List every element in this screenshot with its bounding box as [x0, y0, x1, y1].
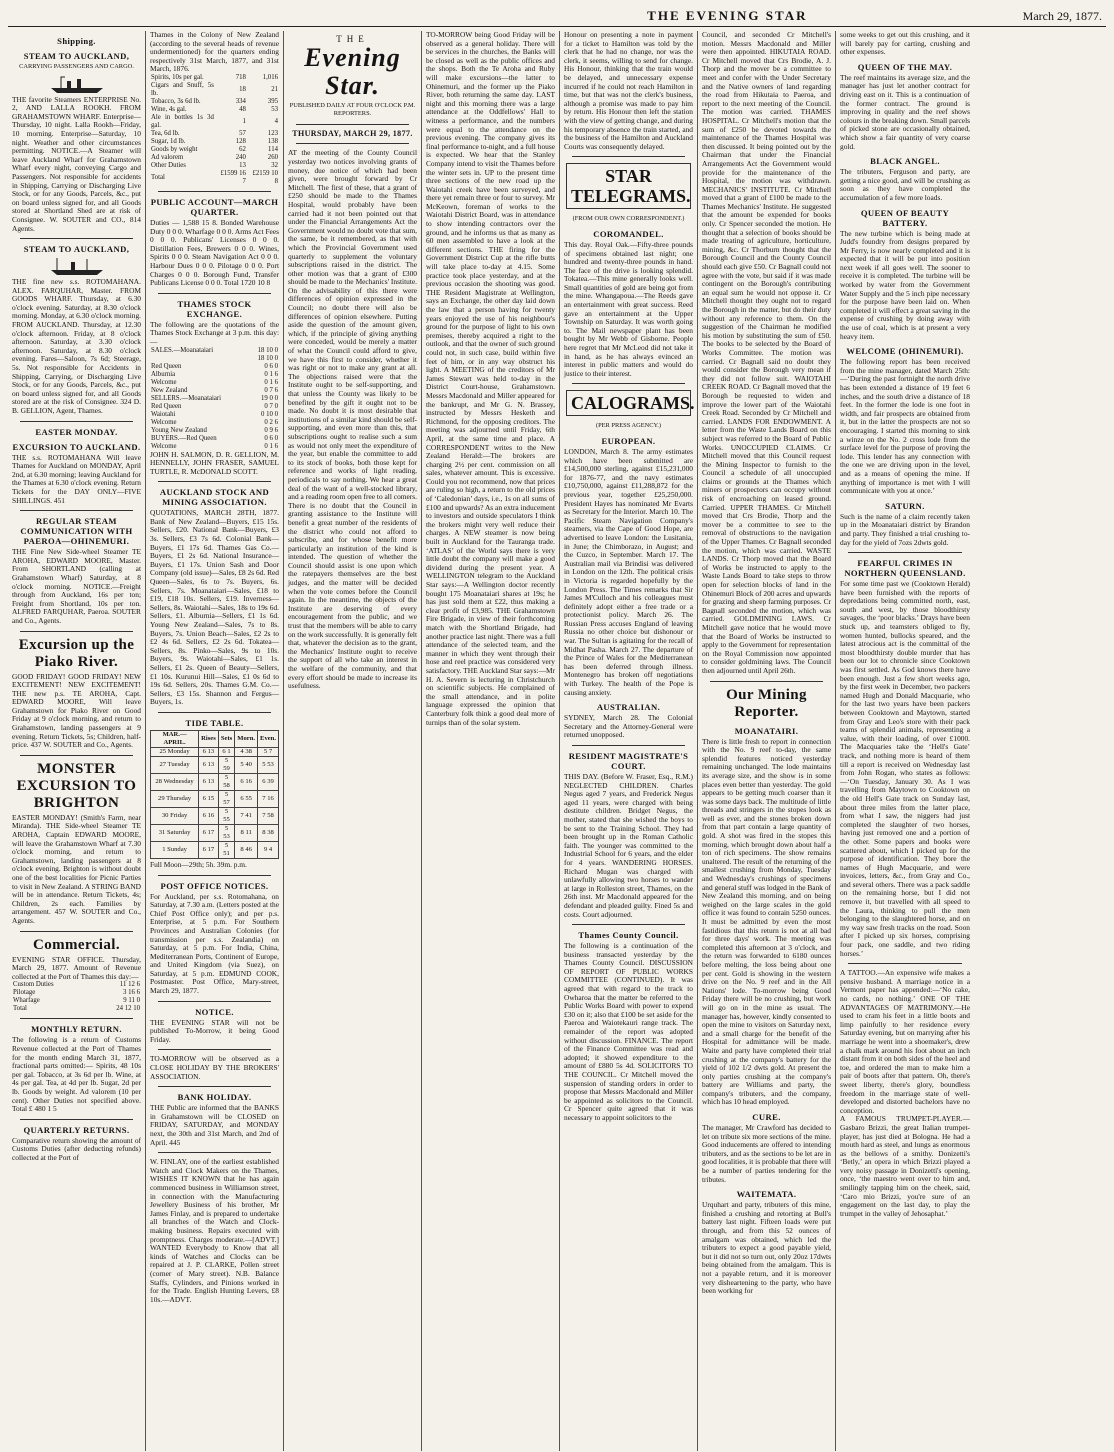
table-cell: 0 10 0 [261, 410, 278, 418]
coromandel-body: This day. Royal Oak.—Fifty-three pounds of specimens obtained last night; one hundred and twenty-three pounds in hand. The face of the drive is looking splendid. Tokatea.—This mine generally looks well. Small quantities of gold are being got from the mine. Whangapoua.—The Reeds gave an entertainment with great success. Reed gave an entertainment at the Upper Township on Saturday. It was worth going to. The Mail newspaper plant has been bought by Mr Webb of Gisborne. People here regret that Mr McLeod did not take it in hand, as he has always evinced an interest in public matters and would do justice to their interest. [564, 239, 695, 378]
mining-reporter-heading: Our Mining Reporter. [726, 686, 807, 720]
table-cell: 240 [235, 153, 246, 161]
table-cell: 138 [267, 137, 278, 145]
saturn-body: Such is the name of a claim recently taken up in the Moanataiari district by Brandon and party. They finished a trial crushing to-day for the yield of 7ozs 2dwts gold. [840, 511, 972, 547]
table-row [150, 403, 279, 411]
table-row [150, 162, 279, 170]
table-cell: 260 [267, 153, 278, 161]
monthly-heading: MONTHLY RETURN. [31, 1024, 122, 1035]
table-cell: 3 16 6 [123, 989, 140, 997]
table-cell: 5 51 [218, 841, 235, 858]
table-cell: 11 12 6 [119, 981, 140, 989]
table-cell: 0 1 6 [264, 442, 278, 450]
close-holiday-notice: TO-MORROW will be observed as a CLOSE HOLIDAY BY THE BROKERS' ASSOCIATION. [150, 1054, 281, 1081]
piako-heading: Excursion up the Piako River. [18, 636, 135, 670]
column-header: Sets [218, 730, 235, 747]
table-row [150, 411, 279, 419]
table-cell: 0 1 6 [264, 370, 278, 378]
steamer-icon [12, 74, 141, 94]
table-row [151, 807, 279, 824]
continued-paragraph: Honour on presenting a note in payment for a ticket to Hamilton was told by the clerk that he had no change, nor was the clerk, it seems, willing to send for change. His Honour, thinking that the train would be delayed, and unnecessary expense incurred if he could not reach Hamilton in time, but that was not the clerk's business, although a promise was made to pay him by return. His Honour then left the station with the view of getting change, and during his temporary absence the train started, and the business of the Hamilton and Auckland Courts was consequently delayed. [564, 31, 695, 151]
table-cell: Tobacco, 3s 6d lb. [151, 97, 201, 105]
black-angel-body: The tributers, Ferguson and party, are getting a nice good, and will be crushing as soon as they have completed the accumulation of a few more loads. [840, 167, 972, 202]
table-cell: 19 0 0 [261, 394, 278, 402]
table-cell: 9 4 [258, 841, 279, 858]
column-5 [560, 31, 698, 1451]
column-header: Morn. [235, 730, 258, 747]
column-7 [836, 31, 974, 1451]
table-cell: 6 13 [199, 747, 219, 756]
trumpet-player-body: A FAMOUS TRUMPET-PLAYER.—Gasbaro Brizzi, the great Italian trumpet-player, has just died at Bologna. He had a mouth hard as steel, and lungs as enormous as the bellows of a smithy. Donizetti's ‘Betly,’ an opera in which Brizzi played a very noisy passage in Donizetti's opening, once, ‘the maestro went over to him and, smilingly tapping him on the cheek, said, ‘Caro mio Brizzi, you're sure of an engagement on the last day, to play the trumpet in the valley of Jehosaphat.’ [840, 1114, 972, 1218]
easter-heading: EASTER MONDAY. [35, 426, 118, 437]
public-account-heading: PUBLIC ACCOUNT—MARCH QUARTER. [150, 196, 279, 217]
table-cell: 6 13 [199, 773, 219, 790]
divider [158, 1049, 271, 1050]
table-row [151, 841, 279, 858]
table-cell: Cigars and Snuff, 5s lb. [151, 81, 214, 97]
table-row [12, 1005, 141, 1013]
table-cell: 8 11 [235, 824, 258, 841]
tide-table [150, 730, 279, 859]
star-telegrams-heading: STAR TELEGRAMS. [566, 163, 691, 209]
table-row [150, 154, 279, 162]
table-row [150, 427, 279, 435]
table-cell: 6 15 [199, 790, 219, 807]
table-row [151, 756, 279, 773]
excursion-body: THE s.s. ROTOMAHANA Will leave Thames for Auckland on MONDAY, April 2nd, at 6.30 morning; leaving Auckland for the Thames at 6.30 o'clock evening. Return Tickets for the DAY ONLY—FIVE SHILLINGS. 451 [12, 452, 143, 505]
table-cell: 48 [239, 105, 246, 113]
calograms-heading: CALOGRAMS. [566, 390, 691, 416]
cure-heading: CURE. [752, 1112, 781, 1123]
columns [8, 31, 1106, 1451]
divider [20, 931, 133, 932]
table-cell: 4 [274, 117, 278, 125]
waitemata-body: Urquhart and party, tributers of this mine, finished a crushing and retorting at Bull's battery last night. Fifteen loads were put through, and from this 52 ounces of amalgam was obtained, which led the tributers to expect a good payable yield, but it did not so turn out, only 20oz 17dwts being obtained from the amalgam. This is not a payable return, and it is moreover very disheartening to the party, who have been working for [702, 1200, 833, 1296]
table-row [150, 355, 279, 363]
brighton-heading: MONSTER EXCURSION TO BRIGHTON [16, 760, 137, 811]
post-office-heading: POST OFFICE NOTICES. [160, 880, 269, 891]
divider [20, 631, 133, 632]
table-cell [150, 355, 248, 363]
table-cell: 1 Sunday [151, 841, 199, 858]
table-cell: 5 59 [218, 756, 235, 773]
evening-star-logo [288, 35, 417, 100]
table-cell: Alburnia [151, 370, 176, 378]
quarter-table [150, 74, 279, 186]
table-cell: 13 [239, 161, 246, 169]
table-cell: 6 16 [199, 807, 219, 824]
local-news-body: TO-MORROW being Good Friday will be observed as a general holiday. There will be services in the churches, the Banks will be closed as well as the public offices and the shops. Both the Te Aroha and Ruby will make excursions—the latter to Ohinemuri, and the former up the Piako River, both returning the same day. LAST night and this morning there was a large attendance at the Oddfellows' Hall to witness a performance, and the numbers were equal to the attendance on the previous evening. The company gives its final performance to-night, and a full house is expected. We hear that the Stanley Company intend to visit the Thames before the winter sets in. UP to the present time three sections of the new road up the Waiotahi creek have been surveyed, and there yet remain three or four to survey. Mr McKeown, foreman of works to the Waiotahi District Board, was in attendance to show intending contractors over the ground, and he informs us that as many as 60 men assembled to have a look at the different sections. THE firing for the Government District Cup at the rifle butts will take place to-day at 4.15. Some practice took place yesterday, and at the previous occasion the shooting was good. THE Resident Magistrate at Wellington, says an Exchange, the other day laid down the law that a person having for twenty years enjoyed the use of his neighbour's ground for the purpose of light to his own premises, thereby acquired a right to the outlook, and that the owner of such ground could not, in such case, build within five feet of him, or in any way obstruct his light. A MEETING of the creditors of Mr James Stewart was held to-day in the District Court-house, Grahamstown. Messrs Macdonald and Miller appeared for the bankrupt, and Mr G. N. Brassey, instructed by Messrs Hesketh and Richmond, for the opposing creditors. The meeting was adjourned until Friday, 6th April, at the same time and place. A CORRESPONDENT writes to the New Zealand Herald:—The brokers are charging 2½ per cent. commission on all sales, whatever amount. This is excessive. Could you not recommend, now that prices are ruling so high, a return to the old prices of ‘Caledonian’ days, i.e., 1s on all sums of £100 and upwards? As an extra inducement to investors and outside speculators I think the brokers might very well reduce their charges. A NEW steamer is now being built in Auckland for the Tauranga trade. ‘ATLAS’ of the World says there is very little doubt the company will make a good dividend during the present year. A WELLINGTON telegram to the Auckland Star says:—A Wellington doctor recently bought 175 Moanataiari shares at 19s; he has just sold them at £22, thus making a clear profit of £3,985. THE Grahamstown Fire Brigade, in view of their forthcoming match with the Shortland Brigade, had another practice last night. There was a full attendance of the selected team, and the manner in which they went through their hose and reel practice was considered very satisfactory. THE Auckland Star says:—Mr H. A. Severn is lecturing in Christchurch on scientific subjects. He complained of the small attendance, and in polite language expressed the opinion that Canterbury folk think a good deal more of turnips than of the solar system. [426, 31, 557, 727]
table-cell: 1 [242, 117, 246, 125]
table-cell: 18 [239, 85, 246, 93]
divider [158, 481, 271, 482]
notice-heading: NOTICE. [195, 1006, 234, 1017]
divider [20, 510, 133, 511]
table-cell: Welcome [151, 442, 177, 450]
table-cell: 32 [271, 161, 278, 169]
table-cell: 5 7 [258, 747, 279, 756]
divider [296, 143, 409, 144]
table-cell: 5 55 [218, 807, 235, 824]
moanataiari-body: There is little fresh to report in connection with the No. 9 reef to-day, the same splendid features noticed yesterday remaining unchanged. The lode maintains its average size, and the show is in some places even better than yesterday. The gold appears to be getting much coarser than it was some days back. The multitude of little threads and stringers in the stopes look as well as ever, and the stones broken down from that part contain a large quantity of gold. A shot was fired in the stopes this morning, which brought down about half a ton of rich specimens. The show remains unaltered. The result of the returning of the smallest crushing from Monday, Tuesday and Wednesday's crushings of specimens and general stuff was lodged in the Bank of New Zealand this morning, and on being weighed on the large scales in the gold office it was found to contain 5250 ounces. It must be admitted by even the most fastidious that this return is not at all bad for three days' work. The meeting was completed this afternoon at 3 o'clock, and the return was forwarded to 6180 ounces before melting, the loss being about one per cent. Gold is showing in the western drive on the No. 9 reef and in the All Nations' lode. To-morrow being Good Friday there will be no crushing, but work will go on in the mine as usual. The manager has, however, kindly consented to open the mine to visitors on Saturday next, and a small charge for the benefit of the Hospital for admittance will be made. Waite and party have completed their trial crushing at the company's battery for the yield of 102 1/2 dwts gold. At present the only parties crushing at the company's battery are Williams and party, the company's tributers, and the company, which has 10 head employed. [702, 736, 833, 1107]
column-2 [146, 31, 284, 1451]
table-row [150, 98, 279, 106]
fearful-crimes-body: For some time past we (Cooktown Herald) have been furnished with the reports of depredations being committed north, east, south and west, by those bloodthirsty savages, the ‘poor blacks.’ Drays have been stuck up, and teamsters obliged to fly, women hunted, bullocks speared, and the latest atrocious act is the committal of the most bloodthirsty double murder that has been our lot to chronicle since Cooktown was first settled. As God knows there have been enough. Just a few short weeks ago, by the first week in December, two packers named Hugh and Donald Macquarie, who for the last two years have been packers between Cooktown and Maytown, started from Gray and Leo's store with their pack teams of splendid animals, representing a value, with their loading, of over £1000. The Macquaries take the ‘Hell's Gate’ track, and nothing more is heard of them till a report is received on Wednesday last from John Rogan, who states as follows:—‘On Tuesday, January 30. As I was travelling from Maytown to Cooktown on the old Hell's Gate track on Sunday last, about three miles from the latter place, from what I saw, the niggers had just completed the slaughter of two horses, having just removed one and a portion of the other. Some papers and books were scattered about, which I picked up for the purpose of identification. They bore the names of Hugh Macquarie, and were invoices, letters, &c., from Gray and Co., and several others. There was a pack saddle on the remaining horse, but I did not remove it, but travelled with all speed to the Laura, thinking to pull the men belonging to the slaughtered horse, and on my way saw fresh tracks on the road. Soon after I picked up six horses, comprising four pack, one saddle, and two riding horses.’ [840, 579, 972, 958]
table-cell: SELLERS.—Moanataiari [151, 394, 222, 402]
table-row [150, 371, 279, 379]
column-3 [284, 31, 422, 1451]
australian-heading: AUSTRALIAN. [596, 702, 661, 713]
table-cell: Spirits, 10s per gal. [151, 73, 204, 81]
rotomahana-heading: STEAM TO AUCKLAND, [23, 244, 130, 255]
divider [848, 552, 962, 553]
miscellany-body: A TATTOO.—An expensive wife makes a pensive husband. A marriage notice in a Vermont paper has appended:—‘No cake, no cards, no nothing.’ ONE OF THE ADVANTAGES OF MATRIMONY.—He used to cram his feet in a little boots and limp painfully to her residence every Saturday evening, but on marrying after his marriage he went into a shoemaker's, drew a chalk mark around his foot about an inch distant from it on both sides of the heel and toe, and ordered the man to make him a pair of boots after that pattern. Oh, there's sweet liberty, there's glory, boundless freedom in the marriage state of well-developed and distorted bachelors have no conception. [840, 968, 972, 1115]
table-cell: BUYERS.—Red Queen [151, 434, 217, 442]
table-cell: Total [151, 173, 165, 181]
table-cell: 6 39 [258, 773, 279, 790]
table-cell: 128 [235, 137, 246, 145]
table-cell: 6 1 [218, 747, 235, 756]
rm-court-body: THIS DAY. (Before W. Fraser, Esq., R.M.) NEGLECTED CHILDREN. Charles Negus aged 7 years, and Frederick Negus aged 11 years, were charged with being destitute children. Bridget Negus, the mother, stated that she wished the boys to be sent to the Training School. They had been brought up in the Roman Catholic faith. The younger was committed to the Industrial School for 6 years, and the elder for 4 years. WANDERING HORSES. Richard Mugan was charged with unlawfully allowing two horses to wander at large in Rolleston street, Thames, on the 26th inst. Mr Macdonald appeared for the defendant and pleaded guilty. Fined 5s and costs. Court adjourned. [564, 772, 695, 919]
running-head-title: THE EVENING STAR [647, 8, 808, 23]
crushing-continued: some weeks to get out this crushing, and it will barely pay for carting, crushing and other expenses. [840, 31, 972, 57]
table-row [150, 146, 279, 154]
stock-exchange-intro: The following are the quotations of the Thames Stock Exchange at 3 p.m. this day:— [150, 319, 281, 346]
brokers-list: JOHN H. SALMON, D. R. GELLION, M. HENNELLY, JOHN FRASER, SAMUEL TURTLE, R. McDONALD SCOTT. [150, 449, 281, 476]
table-cell: Other Duties [151, 161, 186, 169]
table-cell: 6 17 [199, 841, 219, 858]
tide-table-heading: TIDE TABLE. [185, 717, 244, 728]
table-cell: 6 16 [235, 773, 258, 790]
table-row [150, 419, 279, 427]
association-heading: AUCKLAND STOCK AND MINING ASSOCIATION. [159, 487, 270, 508]
welcome-body: The following report has been received from the mine manager, dated March 25th:—‘During the past fortnight the north drive has been extended a distance of 19 feet 6 inches, and the south drive a distance of 18 feet. In the former the lode is one foot in width, and fair prospects are obtained from it, but in the latter the prospects are not so encouraging. I started this morning to sink a winze on the No. 2 cross lode from the surface level for the purpose of proving the lode. This lender has any connection with the one we are driving upon in the level, and as a means of opening the mine. If anything of importance is met with I will communicate with you at once.’ [840, 357, 972, 496]
public-account-body: Duties — 1,588 15 8. Bonded Warehouse Duty 0 0 0. Wharfage 0 0 0. Arms Act Fees 0 0 0. Publicans' Licenses 0 0 0. Distillation Fees, Brewers 0 0 0. Wines, Spirits 0 0 0. Steam Navigation Act 0 0 0. Harbour Dues 0 0 0. Pilotage 0 0 0. Port Charges 0 0 0. Borough Fund, Transfer Publicans License 0 0 0. Total 1720 10 8 [150, 217, 281, 288]
table-row [150, 138, 279, 146]
divider [296, 124, 409, 125]
table-cell: 27 Tuesday [151, 756, 199, 773]
european-body: LONDON, March 8. The army estimates which have been submitted are £14,500,000 sterling, against £15,231,000 for 1876-77, and the navy estimates £10,750,000, against £11,288,872 for the previous year, together £25,250,000. President Hayes has nominated Mr Evarts as Secretary for the Interior. March 10. The Pacific Steam Navigation Company's steamers, via the Cape of Good Hope, are advertised to leave London: the Lusitania, in June; the Chimborazo, in August; and the Cuzco, in September. March 17. The Australian mail via Brindisi was delivered in London on the 12th. The political crisis in Victoria is regarded hopefully by the London Press. The Times remarks that Sir James M'Culloch and his colleagues must definitely adopt either a free trade or a protectionist policy. March 26. The Russian Press accuses England of leaving Russia no other choice but dishonour or war. The Sultan is agitating for the recall of Midhat Pasha. March 27. The departure of the Prince of Wales for the Mediterranean has been deferred through illness. Montenegro has broken off negotiations with Turkey. The health of the Pope is causing anxiety. [564, 447, 695, 697]
table-cell: 0 7 6 [264, 386, 278, 394]
table-cell: Red Queen [151, 402, 182, 410]
steam-auckland-heading: STEAM TO AUCKLAND, [23, 51, 130, 61]
black-angel-heading: BLACK ANGEL. [870, 156, 940, 167]
table-cell: Red Queen [151, 362, 182, 370]
table-row [150, 130, 279, 138]
divider [572, 156, 685, 157]
table-cell: £2159 10 8 [252, 169, 278, 185]
commercial-body: EVENING STAR OFFICE. Thursday, March 29, 1877. Amount of Revenue collected at the Port of Thames this day:— [12, 954, 143, 981]
column-header: Even. [258, 730, 279, 747]
table-cell: Custom Duties [13, 981, 54, 989]
table-row [150, 347, 279, 355]
excursion-heading: EXCURSION TO AUCKLAND. [12, 441, 141, 452]
county-council-body: The following is a continuation of the business transacted yesterday by the Thames County Council. DISCUSSION OF REPORT OF PUBLIC WORKS COMMITTEE (CONTINUED). It was agreed that with regard to the track to Owharoa that the matter be referred to the Public Works Board with power to expend £30 on it; also that £100 be set aside for the Paeroa and Waiotekauri range track. The remainder of the report was adopted without discussion. FINANCE. The report of the Finance Committee was read and adopted; it showed expenditure to the amount of £880 5s 4d. SOLICITORS TO THE COUNCIL. Cr Mitchell moved the suspension of standing orders in order to propose that Messrs Macdonald and Miller be appointed as solicitors to the Council. Cr Spencer quite agreed that it was necessary to appoint solicitors to the [564, 941, 695, 1122]
divider [20, 421, 133, 422]
table-row [151, 790, 279, 807]
table-cell: 62 [239, 145, 246, 153]
quarter-intro: Thames in the Colony of New Zealand (according to the several heads of revenue undermentioned) for the quarters ending respectively 31st March, 1877, and 31st March, 1876. [150, 31, 281, 74]
table-cell: 5 40 [235, 756, 258, 773]
divider [158, 875, 271, 876]
table-cell: 5 58 [218, 773, 235, 790]
table-cell: 0 7 0 [264, 402, 278, 410]
brighton-body: EASTER MONDAY! (Smith's Farm, near Miranda). THE Side-wheel Steamer TE AROHA, Captain EDWARD MOORE, will leave the Grahamstown Wharf at 7.30 o'clock morning, and return to Grahamstown, landing passengers at 8 o'clock evening. Brighton is without doubt one of the best localities for Picnic Parties to visit in New Zealand. A STRING BAND will be in attendance. Return Tickets, 4s; Children, 2s each. Families by arrangement. 457 W. SOUTER and Co., Agents. [12, 812, 143, 925]
queen-of-beauty-heading: QUEEN OF BEAUTY BATTERY. [860, 207, 950, 228]
table-cell: Welcome [151, 378, 177, 386]
table-cell: Ale in bottles 1s 3d gal. [151, 113, 214, 129]
table-cell: 21 [271, 85, 278, 93]
table-cell: 7 41 [235, 807, 258, 824]
regular-body: THE Fine New Side-wheel Steamer TE AROHA, EDWARD MOORE, Master. From SHORTLAND (calling at Grahamstown Wharf) Saturday, at 8 o'clock morning. NOTICE.—Freight through from Auckland, 16s per ton; Freight from Shortland, 10s per ton. ALFRED FARQUHAR, Paeroa. SOUTER and Co., Agents. [12, 547, 143, 625]
divider [158, 1086, 271, 1087]
table-cell: 18 10 0 [257, 354, 278, 362]
table-cell: 29 Thursday [151, 790, 199, 807]
table-row [12, 989, 141, 997]
table-row [12, 997, 141, 1005]
table-row [12, 981, 141, 989]
publication-note: PUBLISHED DAILY AT FOUR O'CLOCK P.M. [289, 101, 416, 109]
rm-court-heading: RESIDENT MAGISTRATE'S COURT. [568, 751, 689, 771]
divider [710, 681, 823, 682]
table-cell: Tea, 6d lb. [151, 129, 180, 137]
table-cell: 5 53 [218, 824, 235, 841]
table-cell: Ad valorem [151, 153, 184, 161]
table-cell: New Zealand [151, 386, 188, 394]
queen-of-may-heading: QUEEN OF THE MAY. [857, 61, 953, 72]
table-cell: 1,016 [262, 73, 278, 81]
table-cell: 28 Wednesday [151, 773, 199, 790]
post-office-body: For Auckland, per s.s. Rotomahana, on Saturday, at 7.30 a.m. (Letters posted at the Chief Post Office only); and per p.s. Enterprise, at 5 p.m. For Southern Provinces and Australian Colonies (for transmission per s.s. Zealandia) on Saturday, at 5 p.m. For India, China, Mediterranean Ports, Continent of Europe, and United Kingdom (via Suez), on Saturday, at 5 p.m. EDMUND COOK, Postmaster. Post Office, Mary-street, March 29, 1877. [150, 891, 281, 996]
column-header: Rises [199, 730, 219, 747]
table-cell: 24 12 10 [116, 1005, 140, 1013]
logo-the: THE [336, 34, 369, 44]
table-row [150, 435, 279, 443]
table-cell: 334 [235, 97, 246, 105]
welcome-heading: WELCOME (OHINEMURI). [846, 346, 964, 357]
table-cell: 53 [271, 105, 278, 113]
running-head-date: March 29, 1877. [1022, 9, 1102, 23]
editorial-body: AT the meeting of the County Council yesterday two notices involving grants of money, due notice of which had been given, were brought forward by Cr Mitchell. The first of these, that a grant of £250 should be made to the Thames Hospital, would probably have been carried had it not been pointed out that under the Financial Arrangements Act the Government would no doubt vote that sum, the same, be it remembered, as that with which the Provincial Government used quarterly to supplement the voluntary subscriptions raised in the district. The other motion was that a grant of £300 should be made to the Mechanics' Institute. On the advisability of this there were differences of opinion expressed in the Council; no doubt there will also be differences of opinion elsewhere. Putting aside the question of the amount given, which, if the principle of giving anything were conceded, would be merely a matter of what the Council could afford to give, we have this first to consider, whether it was right or not to make any grant at all. The objections raised were that the Institute ought to be self-supporting, and that unless the County was likely to be benefited by the gift it ought not to be made. No doubt it is most desirable that institutions of a similar kind should be self-supporting, and even more than this, that subscriptions ought to realise such a sum as would not only meet the expenditure of the year, but enable the committee to add to its stock of books, both those kept for reference and works of light reading, periodicals to say nothing. We hear a great deal of the want of a well-stocked library, and a reading room open free to all comers. There is no doubt that the Council in granting assistance to the Institute will benefit a great number of the residents of the district who could not afford to subscribe, and for whose benefit more particularly an institution of the kind is intended. The question of whether the Council should assist is one upon which the ratepayers themselves are the best judges, and the matter will be decided when the vote comes before the Council again. In the meantime, the objects of the Institute are deserving of every encouragement from the public, and we trust that the members will be able to carry on the work successfully. It is generally felt that, whatever the decision as to the grant, the Mechanics' Institute ought to receive the support of all who take an interest in the welfare of the community, and that every effort should be made to increase its usefulness. [288, 148, 419, 691]
table-cell: 4 38 [235, 747, 258, 756]
divider [572, 745, 685, 746]
column-header: MAR.—APRIL. [151, 730, 199, 747]
table-cell: 0 9 6 [264, 426, 278, 434]
table-row [150, 379, 279, 387]
table-cell: £1599 16 7 [220, 169, 246, 185]
reporters-label: REPORTERS. [333, 110, 372, 118]
steamer-icon [12, 256, 141, 276]
divider [158, 712, 271, 713]
council-continued-body: Council, and seconded Cr Mitchell's motion. Messrs Macdonald and Miller were then appointed. HIKUTAIA ROAD. Cr Mitchell moved that Crs Brodie, A. J. Thorp and the mover be a committee to meet and confer with the Under Secretary and the Native owners of land regarding the road from Hikutaia to Paeroa, and report to the next meeting of the Council. The motion was carried. THAMES HOSPITAL. Cr Mitchell's motion that the sum of £250 be devoted towards the maintenance of the Thames Hospital was then discussed. It being pointed out by the Chairman that under the Financial Arrangements Act the Government would provide for the maintenance of the Hospital, the motion was withdrawn. MECHANICS' INSTITUTE. Cr Mitchell moved that a grant of £100 be made to the Thames Mechanics' Institute. He suggested that the amount be expended for books only. Cr Spencer seconded the motion. He thought that a selection of books should be made treating of agriculture, horticulture, mining, &c. Cr Thorburn thought that the Borough Council and the County Council should each give £50. Cr Bagnall could not agree with the vote, but said if it was made contingent on the Borough's contributing an equal sum he would not oppose it. Cr Mitchell thought they ought not to regard the Borough in the matter, but do their duty without any reference to them. On the suggestion of the Chairman he modified his motion by substituting the sum of £50. The books to be selected by the Board of Works Committee. The motion was carried. Cr Bagnall said no doubt they would consider the Borough very mean if they did not follow suit. WAIOTAHI CREEK ROAD. Cr Bagnall moved that the Borough be requested to widen and improve the lower part of the Waiotahi Creek Road. Seconded by Cr Mitchell and carried. LANDS FOR ENDOWMENT. A letter from the Waste Lands Board on this subject was referred to the Board of Public Works. UNOCCUPIED CLAIMS. Cr Mitchell moved that this Council request the Mining Inspector to furnish to the Council a schedule of all unoccupied claims or grounds at the Thames which miners or prospectors can occupy without risk of encroaching on leased ground. Carried. UPPER THAMES. Cr Mitchell moved that Crs Brodie, Thorp and the mover be a committee to see to the removal of obstructions to the navigation of the Upper Thames. Cr Bagnall seconded the motion, which was carried. WASTE LANDS. Cr Thorp moved that the Board of Works be instructed to apply to the Waste Lands Board to take steps to throw open for selection blocks of land in the Ohinemuri Block of 200 acres and upwards for grazing and sheep farming purposes. Cr Bagnall seconded the motion, which was carried. GOLDMINING LAWS. Cr Mitchell gave notice that he would move that the Board of Works be instructed to apply to the Government for representation on the Royal Commission now appointed to consider goldmining laws. The Council then adjourned until April 26th. [702, 31, 833, 675]
table-cell: 0 6 0 [264, 362, 278, 370]
coromandel-heading: COROMANDEL. [593, 228, 664, 239]
own-correspondent-label: (FROM OUR OWN CORRESPONDENT.) [572, 215, 685, 223]
table-cell: 718 [235, 73, 246, 81]
stock-exchange-heading: THAMES STOCK EXCHANGE. [177, 298, 252, 319]
table-cell: 8 38 [258, 824, 279, 841]
table-cell: 30 Friday [151, 807, 199, 824]
table-cell: Waiotahi [151, 410, 176, 418]
column-6 [698, 31, 836, 1451]
table-cell: 114 [268, 145, 278, 153]
table-row [151, 747, 279, 756]
table-cell: Goods by weight [151, 145, 198, 153]
table-cell: 7 16 [258, 790, 279, 807]
running-head [8, 6, 1106, 27]
quarterly-heading: QUARTERLY RETURNS. [23, 1124, 130, 1135]
saturn-heading: SATURN. [885, 500, 925, 511]
fearful-crimes-heading: FEARFUL CRIMES IN NORTHERN QUEENSLAND. [844, 558, 966, 579]
queen-of-may-body: The reef maintains its average size, and the manager has just let another contract for driving east on it. This is a continuation of the former contract. The ground is improving in quality and the reef shows colours in the breaking down. Small parcels of picked stone are occasionally obtained, which show a fair quantity of very coarse gold. [840, 72, 972, 151]
moanataiari-heading: MOANATAIRI. [734, 725, 799, 736]
table-row [151, 773, 279, 790]
notice-body: THE EVENING STAR will not be published To-Morrow, it being Good Friday. [150, 1017, 281, 1044]
table-row [150, 395, 279, 403]
divider [158, 1152, 271, 1153]
cure-body: The manager, Mr Crawford has decided to let on tribute six more sections of the mine. Good inducements are offered to intending tributers, and as the sections to be let are in good localities, it is probable that there will be a number of parties tendering for the tributes. [702, 1123, 833, 1184]
australian-body: SYDNEY, March 28. The Colonial Secretary and the Attorney-General were returned unopposed. [564, 713, 695, 740]
table-cell: 0 2 6 [264, 418, 278, 426]
table-row [150, 106, 279, 114]
table-row [150, 387, 279, 395]
table-cell: 18 10 0 [257, 346, 278, 354]
monthly-body: The following is a return of Customs Revenue collected at the Port of Thames for the month ending March 31, 1877, fractional parts omitted:— Spirits, 48 10s per gal. Tobacco, at 3s 6d per lb. Wine, at 4s per gal. Tea, at 4d per lb. Sugar, 2d per lb. Goods by weight. Ad valorem (10 per cent). Other Duties not specified above. Total £ 480 1 5 [12, 1035, 143, 1114]
table-row [150, 74, 279, 82]
table-cell: Sugar, 1d lb. [151, 137, 186, 145]
finlay-advertisement: W. FINLAY, one of the earliest established Watch and Clock Makers on the Thames, WISHES IT KNOWN that he has again commenced business in Williamson street, in connection with the Manufacturing Jewellery Business of his brother, Mr James Finlay, and is prepared to undertake all branches of the Watch and Clock-making business. Repairs executed with promptness. Charges moderate.—[ADVT.] WANTED Everybody to Know that all kinds of Watches and Clocks can be repaired at J. P. CLARKE, Pollen street (corner of Mary street). N.B. Balance Staffs, Cylinders, and Pinions worked in for the Trade. English Hunting Levers, £8 10s.—ADVT. [150, 1157, 281, 1304]
column-4 [422, 31, 560, 1451]
table-cell: 0 6 0 [264, 434, 278, 442]
quarterly-body: Comparative return showing the amount of Customs Duties (after deducting refunds) collected at the Port of [12, 1135, 143, 1162]
table-cell: 57 [239, 129, 246, 137]
table-cell: 5 53 [258, 756, 279, 773]
divider [158, 191, 271, 192]
rotomahana-body: THE fine new s.s. ROTOMAHANA. ALEX. FARQUHAR, Master. FROM GOODS WHARF. Thursday, at 6.30 o'clock evening. Saturday, at 8.30 o'clock morning. Monday, at 6.30 o'clock morning. FROM AUCKLAND. Thursday, at 12.30 o'clock afternoon. Friday, at 8 o'clock afternoon. Saturday, at 3.30 o'clock afternoon. Saturday, at 8.30 o'clock evening. Fares—Saloon, 7s 6d; Steerage, 5s. Not responsible for Accidents in Shipping, Carrying, or Discharging Live Stock, or for any Goods, Parcels, &c., put on board unless signed for, and all Goods stored are at the risk of Consignee. 324 D. B. GELLION, Agent, Thames. [12, 277, 143, 415]
bank-holiday-body: THE Public are informed that the BANKS in Grahamstown will be CLOSED on FRIDAY, SATURDAY, and MONDAY next, the 30th and 31st March, and 2nd of April. 445 [150, 1103, 281, 1147]
waitemata-heading: WAITEMATA. [736, 1189, 797, 1200]
table-cell: Wine, 4s gal. [151, 105, 187, 113]
table-cell: 123 [267, 129, 278, 137]
table-cell: 8 46 [235, 841, 258, 858]
table-cell: SALES.—Moanataiari [151, 346, 214, 354]
logo-title: Evening Star. [304, 42, 401, 100]
table-cell: 6 55 [235, 790, 258, 807]
divider [572, 924, 685, 925]
table-row [151, 824, 279, 841]
divider [158, 293, 271, 294]
divider [20, 755, 133, 756]
editorial-dateline: THURSDAY, MARCH 29, 1877. [292, 128, 413, 138]
table-row [150, 170, 279, 186]
table-cell: 31 Saturday [151, 824, 199, 841]
table-cell: 5 57 [218, 790, 235, 807]
regular-heading: REGULAR STEAM COMMUNICATION WITH PAEROA—OHINEMURI. [20, 516, 133, 547]
commercial-heading: Commercial. [32, 936, 120, 953]
table-cell: 6 17 [199, 824, 219, 841]
divider [20, 238, 133, 239]
moon-note: Full Moon—29th; 5h. 39m. p.m. [150, 859, 247, 869]
table-cell: Pilotage [13, 989, 36, 997]
column-1 [8, 31, 146, 1451]
table-row [150, 82, 279, 98]
divider [572, 383, 685, 384]
association-body: QUOTATIONS, MARCH 28TH, 1877. Bank of New Zealand—Buyers, £15 15s. Sellers, £20. National Bank—Buyers, £3 3s. Sellers, £3 7s 6d. Colonial Bank—Buyers, £1 17s 6d. Thames Gas Co.—Buyers, £1 2s 6d. National Insurance—Buyers, £1 17s. Union Sash and Door Company (old issue)—Sales, £8 2s 6d. Red Queen—Sales, 6s to 7s. Buyers, 6s. Sellers, 7s. Moanataiari—Sales, £18 to £19, £18 10s. Sellers, £19. Inverness—Sellers, 8s. Waiotahi—Sales, 18s to 19s 6d. Sellers, £1. Alburnia—Sellers, £1 1s 6d. Young New Zealand—Sales, 7s to 8s. Buyers, 7s. Union Beach—Sales, £2 2s to £2 4s 6d. Sellers, £2 2s 6d. Tokatea—Sellers, 8s. Pinko—Sales, 9s to 10s. Buyers, 9s. Waiotahi—Sales, £1 1s. Sellers, £1 2s. Queen of Beauty—Sellers, £1 10s. Kurunui Hill—Sales, £1 0s 6d to 19s 6d. Sellers, 20s. Thames G.M. Co.—Sellers, £3 15s. Shannon and Fergus—Buyers, 1s. [150, 508, 281, 707]
table-header-row [151, 730, 279, 747]
steam-auckland-body: THE favorite Steamers ENTERPRISE No. 2, AND LALLA ROOKH. FROM GRAHAMSTOWN WHARF. Enterprise—Thursday, 10 night. Lalla Rookh—Friday, 10 morning. Enterprise—Saturday, 10 night. Weather and other circumstances permitting. NOTICE.—A Steamer will leave Auckland Wharf for Grahamstown Wharf every night, conveying Cargo and Passengers. Not responsible for accidents in Shipping, Carrying or Discharging Live Stock, or for any Goods, Parcels, &c., put on board unless signed for, and all Goods stored at Shortland Shed are at risk of Consignee. W. SOUTER and CO., 814 Agents. [12, 94, 143, 233]
divider [848, 963, 962, 964]
piako-body: GOOD FRIDAY! GOOD FRIDAY! NEW EXCITEMENT! NEW EXCITEMENT! THE new p.s. TE AROHA, Capt. EDWARD MOORE, Will leave Grahamstown for Piako River on Good Friday at 9 o'clock morning, and return to Grahamstown, landing passengers at 9 evening. Return Tickets, 5s; Children, half-price. 437 W. SOUTER and Co., Agents. [12, 671, 143, 750]
table-cell: 6 13 [199, 756, 219, 773]
table-cell: Welcome [151, 418, 177, 426]
county-council-heading: Thames County Council. [578, 930, 679, 941]
stock-table [150, 347, 279, 451]
table-cell: 9 11 0 [123, 997, 140, 1005]
queen-of-beauty-body: The new turbine which is being made at Judd's foundry from designs prepared by Mr Ferry, is now nearly completed and it is expected that it will be put into position next week if all goes well. The sooner to receive it is completed. The turbine will be worked by water from the Government Water Supply and the 5 inch pipe necessary for the purpose have been laid on. When completed it will effect a great saving in the expense of crushing by doing away with the use of coal, which is at present a very heavy item. [840, 228, 972, 341]
press-agency-label: (PER PRESS AGENCY.) [595, 422, 662, 430]
shipping-heading: Shipping. [57, 36, 96, 46]
table-cell: 7 58 [258, 807, 279, 824]
table-cell: Wharfage [13, 997, 40, 1005]
divider [158, 1001, 271, 1002]
table-row [150, 363, 279, 371]
customs-table [12, 981, 141, 1013]
steam-auckland-sub: CARRYING PASSENGERS AND CARGO. [19, 63, 134, 70]
table-cell: 395 [267, 97, 278, 105]
table-cell: 0 1 6 [264, 378, 278, 386]
bank-holiday-heading: BANK HOLIDAY. [177, 1092, 252, 1103]
european-heading: EUROPEAN. [601, 436, 656, 446]
table-cell: Young New Zealand [151, 426, 207, 434]
table-cell: Total [13, 1005, 27, 1013]
table-cell: 25 Monday [151, 747, 199, 756]
divider [20, 1018, 133, 1019]
divider [20, 1119, 133, 1120]
table-row [150, 114, 279, 130]
